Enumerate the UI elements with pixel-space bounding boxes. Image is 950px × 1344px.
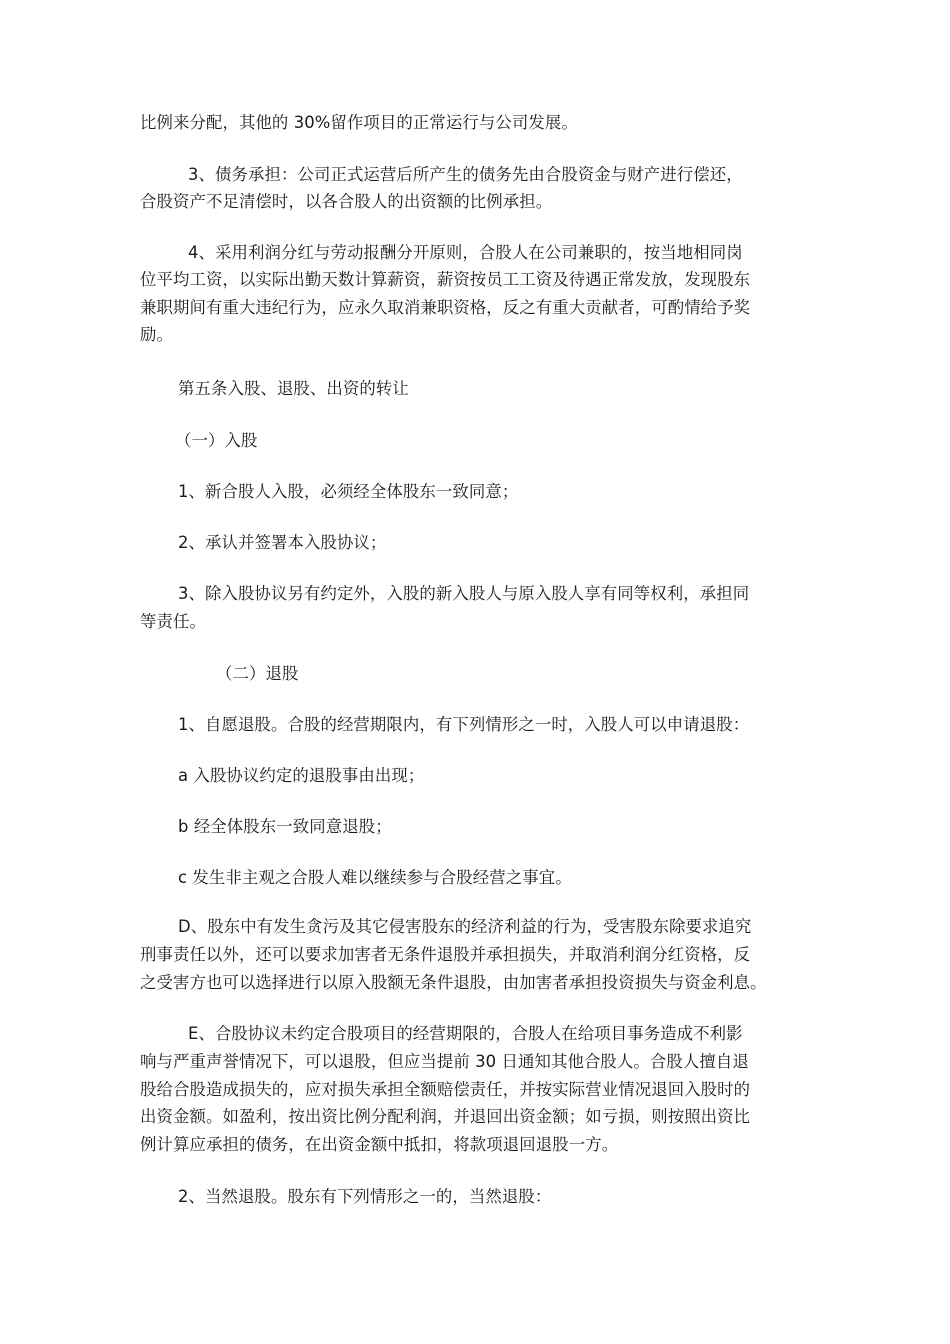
text-line: 响与严重声誉情况下，可以退股，但应当提前 30 日通知其他合股人。合股人擅自退	[140, 1052, 749, 1071]
text-line: 4、采用利润分红与劳动报酬分开原则，合股人在公司兼职的，按当地相同岗	[188, 243, 743, 262]
text-line: 出资金额。如盈利，按出资比例分配利润，并退回出资金额；如亏损，则按照出资比	[140, 1107, 751, 1126]
text-line: 位平均工资，以实际出勤天数计算薪资，薪资按员工工资及待遇正常发放，发现股东	[140, 270, 751, 289]
list-item: 1、自愿退股。合股的经营期限内，有下列情形之一时，入股人可以申请退股：	[178, 715, 750, 734]
text-line: 之受害方也可以选择进行以原入股额无条件退股，由加害者承担投资损失与资金利息。	[140, 973, 767, 992]
text-line: 刑事责任以外，还可以要求加害者无条件退股并承担损失，并取消利润分红资格，反	[140, 945, 751, 964]
list-item: 1、新合股人入股，必须经全体股东一致同意；	[178, 482, 519, 501]
section-heading: 第五条入股、退股、出资的转让	[178, 379, 409, 398]
text-line: 合股资产不足清偿时，以各合股人的出资额的比例承担。	[140, 192, 553, 211]
list-item: 3、除入股协议另有约定外，入股的新入股人与原入股人享有同等权利，承担同	[178, 584, 750, 603]
list-item: a 入股协议约定的退股事由出现；	[178, 766, 425, 785]
list-item: b 经全体股东一致同意退股；	[178, 817, 392, 836]
text-line: 股给合股造成损失的，应对损失承担全额赔偿责任，并按实际营业情况退回入股时的	[140, 1080, 751, 1099]
list-item: D、股东中有发生贪污及其它侵害股东的经济利益的行为，受害股东除要求追究	[178, 917, 752, 936]
list-item: 2、当然退股。股东有下列情形之一的，当然退股：	[178, 1187, 552, 1206]
text-line: 3、债务承担：公司正式运营后所产生的债务先由合股资金与财产进行偿还，	[188, 165, 743, 184]
text-line: 兼职期间有重大违纪行为，应永久取消兼职资格，反之有重大贡献者，可酌情给予奖	[140, 298, 751, 317]
list-item: E、合股协议未约定合股项目的经营期限的，合股人在给项目事务造成不利影	[188, 1024, 743, 1043]
text-line: 励。	[140, 325, 173, 344]
list-item: 2、承认并签署本入股协议；	[178, 533, 387, 552]
text-line: 比例来分配，其他的 30%留作项目的正常运行与公司发展。	[140, 113, 578, 132]
text-line: 例计算应承担的债务，在出资金额中抵扣，将款项退回退股一方。	[140, 1135, 619, 1154]
text-line: 等责任。	[140, 612, 206, 631]
subsection-heading: （二）退股	[216, 664, 299, 683]
subsection-heading: （一）入股	[175, 431, 258, 450]
list-item: c 发生非主观之合股人难以继续参与合股经营之事宜。	[178, 868, 572, 887]
